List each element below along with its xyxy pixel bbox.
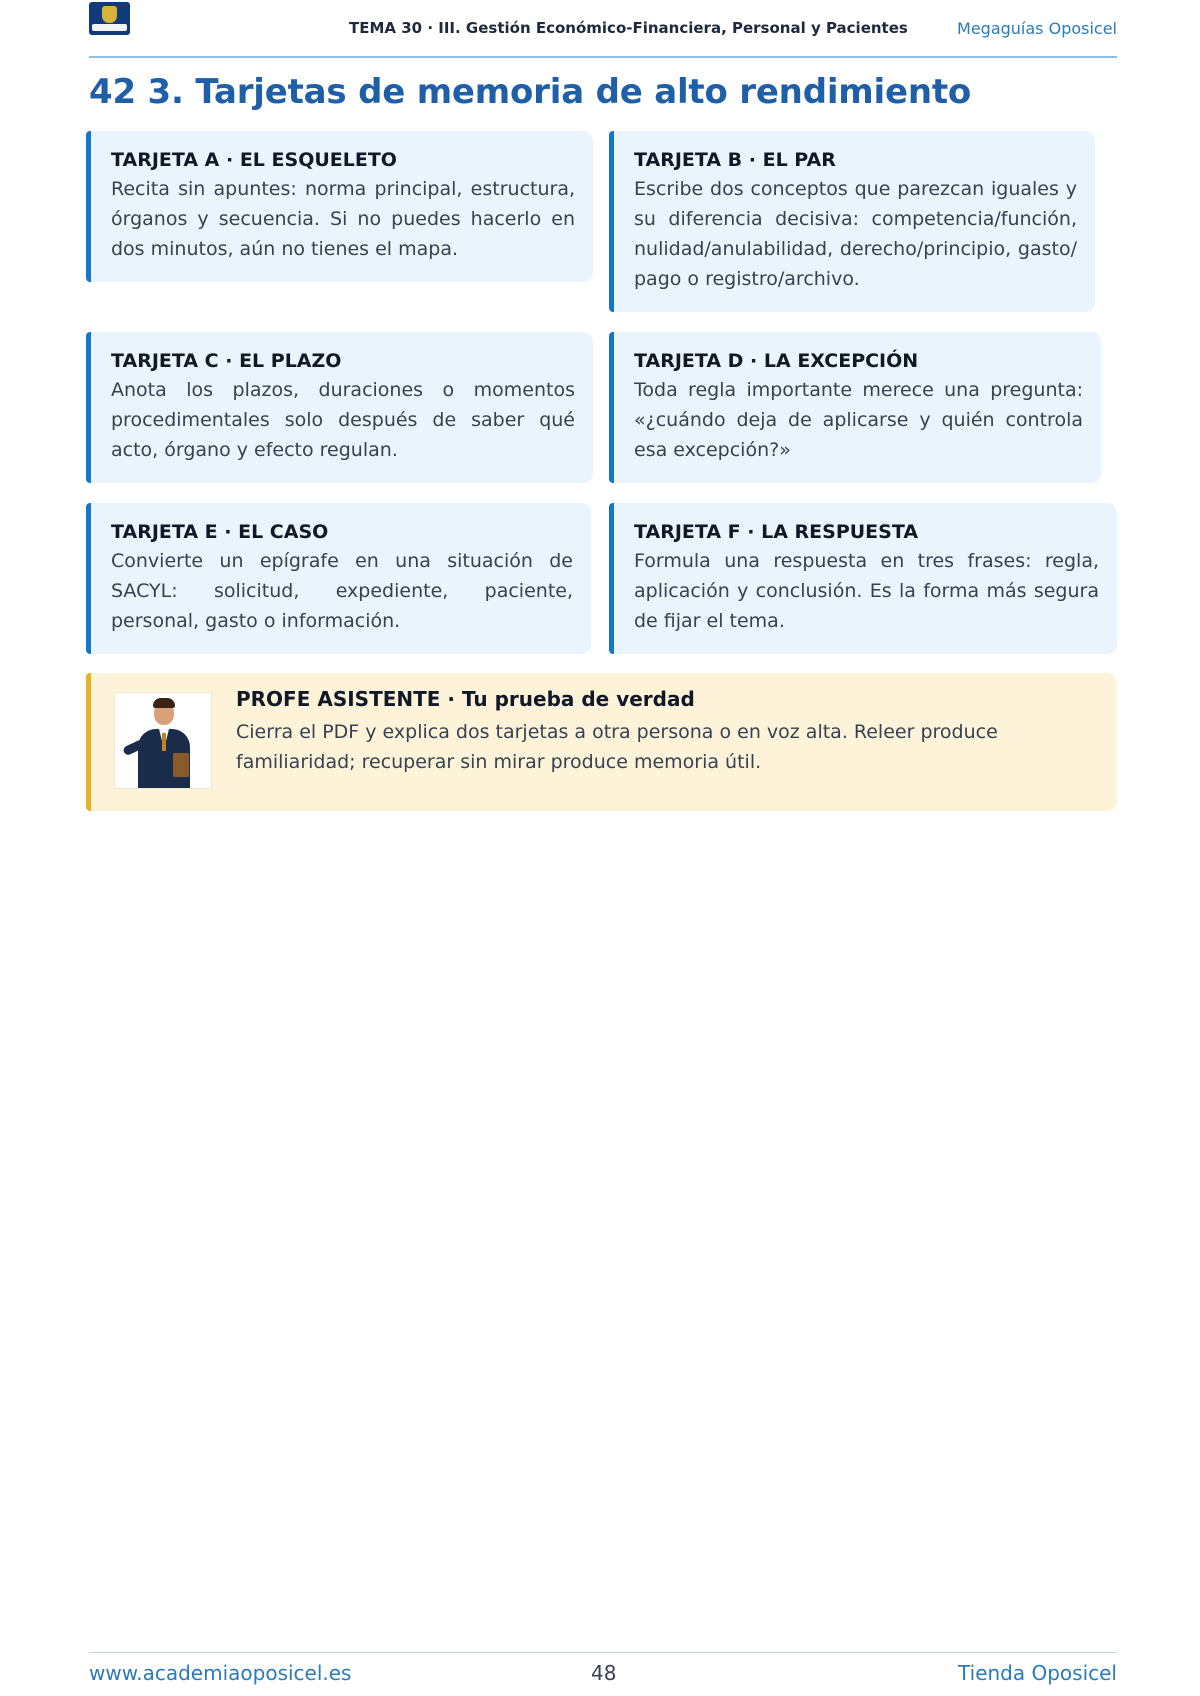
page-footer bbox=[89, 1652, 1117, 1696]
section-title: 42 3. Tarjetas de memoria de alto rendimiento bbox=[89, 72, 972, 112]
avatar-hair bbox=[153, 698, 175, 708]
card-body: Recita sin apuntes: norma principal, estructura, órganos y secuencia. Si no puedes hacerlo en dos minutos, aún no tienes el mapa. bbox=[111, 178, 575, 260]
memory-card-d bbox=[609, 332, 1101, 483]
avatar-tie bbox=[162, 733, 166, 751]
card-body: Anota los plazos, duraciones o momentos procedimentales solo después de saber qué acto, órgano y efecto regulan. bbox=[111, 379, 575, 461]
memory-card-a bbox=[86, 131, 593, 282]
header-title: TEMA 30 · III. Gestión Económico-Financiera, Personal y Pacientes bbox=[349, 19, 908, 37]
card-title: TARJETA E · EL CASO bbox=[111, 521, 329, 543]
header-brand: Megaguías Oposicel bbox=[957, 19, 1117, 38]
memory-card-e bbox=[86, 503, 591, 654]
footer-website-link[interactable]: www.academiaoposicel.es bbox=[89, 1661, 352, 1685]
tip-title: PROFE ASISTENTE · Tu prueba de verdad bbox=[236, 687, 695, 711]
card-title: TARJETA B · EL PAR bbox=[634, 149, 836, 171]
memory-card-b bbox=[609, 131, 1095, 312]
card-body: Convierte un epígrafe en una situación de SACYL: solicitud, expediente, paciente, personal, gasto o información. bbox=[111, 550, 573, 632]
card-body: Toda regla importante merece una pregunta: «¿cuándo deja de aplicarse y quién controla esa excepción?» bbox=[634, 379, 1083, 461]
card-body: Escribe dos conceptos que parezcan iguales y su diferencia decisiva: competencia/función, nulidad/anulabilidad, derecho/principio, gasto/ pago o registro/archivo. bbox=[634, 178, 1077, 290]
memory-card-c bbox=[86, 332, 593, 483]
card-title: TARJETA F · LA RESPUESTA bbox=[634, 521, 919, 543]
book-icon bbox=[173, 753, 189, 777]
card-title: TARJETA D · LA EXCEPCIÓN bbox=[634, 350, 919, 372]
card-title: TARJETA C · EL PLAZO bbox=[111, 350, 342, 372]
oposicel-logo bbox=[89, 2, 130, 35]
tip-body: Cierra el PDF y explica dos tarjetas a otra persona o en voz alta. Releer produce familiaridad; recuperar sin mirar produce memoria útil. bbox=[236, 721, 998, 773]
teacher-avatar bbox=[114, 692, 212, 789]
logo-band bbox=[92, 24, 127, 31]
card-title: TARJETA A · EL ESQUELETO bbox=[111, 149, 397, 171]
assistant-tip-box bbox=[86, 673, 1117, 811]
shield-icon bbox=[102, 6, 117, 23]
page-header bbox=[89, 0, 1117, 58]
card-body: Formula una respuesta en tres frases: regla, aplicación y conclusión. Es la forma más segura de fijar el tema. bbox=[634, 550, 1099, 632]
footer-shop-link[interactable]: Tienda Oposicel bbox=[958, 1661, 1117, 1685]
memory-card-f bbox=[609, 503, 1117, 654]
page-number: 48 bbox=[591, 1661, 617, 1685]
